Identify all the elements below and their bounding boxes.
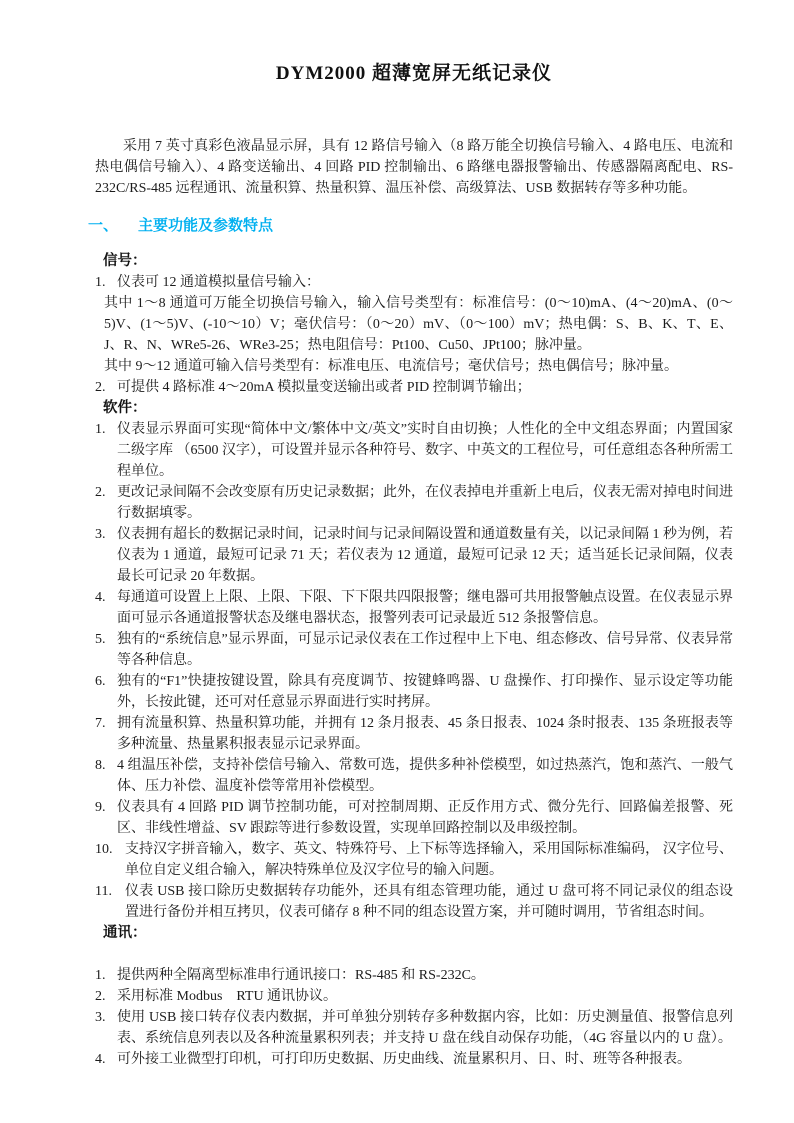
list-item xyxy=(95,671,733,713)
list-item xyxy=(95,965,733,986)
list-item xyxy=(95,272,733,293)
item-text: 每通道可设置上上限、上限、下限、下下限共四限报警；继电器可共用报警触点设置。在仪表显示界面可显示各通道报警状态及继电器状态，报警列表可记录最近 512 条报警信息。 xyxy=(117,590,733,626)
item-number: 2. xyxy=(95,989,106,1004)
list-item xyxy=(95,377,733,398)
list-item xyxy=(95,713,733,755)
item-number: 3. xyxy=(95,527,106,542)
item-text: 仪表可 12 通道模拟量信号输入： xyxy=(117,275,320,290)
list-item xyxy=(95,587,733,629)
item-text: 独有的“系统信息”显示界面，可显示记录仪表在工作过程中上下电、组态修改、信号异常、仪表异常等各种信息。 xyxy=(117,632,733,668)
section-number: 一、 xyxy=(88,218,119,234)
item-text: 4 组温压补偿，支持补偿信号输入、常数可选，提供多种补偿模型，如过热蒸汽，饱和蒸汽、一般气体、压力补偿、温度补偿等常用补偿模型。 xyxy=(117,758,733,794)
item-number: 7. xyxy=(95,716,106,731)
item-number: 11. xyxy=(95,884,112,899)
signal-heading: 信号： xyxy=(103,253,147,269)
item-text: 采用标准 Modbus RTU 通讯协议。 xyxy=(117,989,338,1004)
blank-line xyxy=(95,944,733,965)
item-text: 更改记录间隔不会改变原有历史记录数据；此外，在仪表掉电并重新上电后，仪表无需对掉电时间进行数据填零。 xyxy=(117,485,733,521)
list-item xyxy=(95,629,733,671)
signal-subparagraph: 其中 9～12 通道可输入信号类型有：标准电压、电流信号；毫伏信号；热电偶信号；脉冲量。 xyxy=(104,359,678,374)
list-item xyxy=(95,755,733,797)
item-number: 9. xyxy=(95,800,106,815)
list-item xyxy=(95,1049,733,1070)
signal-subparagraph: 其中 1～8 通道可万能全切换信号输入，输入信号类型有：标准信号：(0～10)mA、(4～20)mA、(0～5)V、(1～5)V、(-10～10）V；毫伏信号：（0～20）mV、（0～100）mV；热电偶：S、B、K、T、E、J、R、N、WRe5-26、WRe3-25；热电阻信号：Pt100、Cu50、JPt100；脉冲量。 xyxy=(104,296,733,353)
item-text: 仪表 USB 接口除历史数据转存功能外，还具有组态管理功能，通过 U 盘可将不同记录仪的组态设置进行备份并相互拷贝，仪表可储存 8 种不同的组态设置方案，并可随时调用，节省组态时间。 xyxy=(125,884,733,920)
item-text: 可提供 4 路标准 4～20mA 模拟量变送输出或者 PID 控制调节输出； xyxy=(117,380,531,395)
item-text: 仪表具有 4 回路 PID 调节控制功能，可对控制周期、正反作用方式、微分先行、回路偏差报警、死区、非线性增益、SV 跟踪等进行参数设置，实现单回路控制以及串级控制。 xyxy=(117,800,733,836)
item-number: 1. xyxy=(95,275,106,290)
comm-heading: 通讯： xyxy=(103,925,147,941)
item-number: 10. xyxy=(95,842,113,857)
item-text: 仪表拥有超长的数据记录时间，记录时间与记录间隔设置和通道数量有关，以记录间隔 1 秒为例，若仪表为 1 通道，最短可记录 71 天；若仪表为 12 通道，最短可记录 12 天；适当延长记录间隔，仪表最长可记录 20 年数据。 xyxy=(117,527,733,584)
item-text: 使用 USB 接口转存仪表内数据，并可单独分别转存多种数据内容，比如：历史测量值、报警信息列表、系统信息列表以及各种流量累积列表；并支持 U 盘在线自动保存功能，（4G 容量以内的 U 盘）。 xyxy=(117,1010,733,1046)
list-item xyxy=(95,419,733,482)
list-item xyxy=(95,881,733,923)
item-number: 4. xyxy=(95,590,106,605)
item-number: 2. xyxy=(95,380,106,395)
list-item xyxy=(95,839,733,881)
list-item xyxy=(95,1007,733,1049)
item-text: 独有的“F1”快捷按键设置，除具有亮度调节、按键蜂鸣器、U 盘操作、打印操作、显示设定等功能外，长按此键，还可对任意显示界面进行实时拷屏。 xyxy=(117,674,733,710)
item-number: 4. xyxy=(95,1052,106,1067)
intro-paragraph: 采用 7 英寸真彩色液晶显示屏，具有 12 路信号输入（8 路万能全切换信号输入、4 路电压、电流和热电偶信号输入）、4 路变送输出、4 回路 PID 控制输出、6 路继电器报警输出、传感器隔离配电、RS-232C/RS-485 远程通讯、流量积算、热量积算、温压补偿、高级算法、USB 数据转存等多种功能。 xyxy=(95,139,733,196)
item-text: 支持汉字拼音输入，数字、英文、特殊符号、上下标等选择输入，采用国际标准编码， 汉字位号、单位自定义组合输入，解决特殊单位及汉字位号的输入问题。 xyxy=(125,842,733,878)
item-number: 1. xyxy=(95,422,106,437)
list-item xyxy=(95,524,733,587)
item-text: 拥有流量积算、热量积算功能，并拥有 12 条月报表、45 条日报表、1024 条时报表、135 条班报表等多种流量、热量累积报表显示记录界面。 xyxy=(117,716,733,752)
item-text: 可外接工业微型打印机，可打印历史数据、历史曲线、流量累积月、日、时、班等各种报表。 xyxy=(117,1052,691,1067)
item-text: 提供两种全隔离型标准串行通讯接口：RS-485 和 RS-232C。 xyxy=(117,968,485,983)
item-number: 2. xyxy=(95,485,106,500)
item-number: 6. xyxy=(95,674,106,689)
item-number: 1. xyxy=(95,968,106,983)
list-item xyxy=(95,482,733,524)
list-item xyxy=(95,986,733,1007)
item-number: 3. xyxy=(95,1010,106,1025)
list-item xyxy=(95,797,733,839)
section-title: 主要功能及参数特点 xyxy=(138,218,274,234)
document-title: DYM2000 超薄宽屏无纸记录仪 xyxy=(275,63,553,84)
software-heading: 软件： xyxy=(103,400,147,416)
section-heading xyxy=(88,216,733,237)
item-number: 8. xyxy=(95,758,106,773)
item-text: 仪表显示界面可实现“简体中文/繁体中文/英文”实时自由切换；人性化的全中文组态界面；内置国家二级字库 （6500 汉字），可设置并显示各种符号、数字、中英文的工程位号，可任意组态各种所需工程单位。 xyxy=(117,422,733,479)
item-number: 5. xyxy=(95,632,106,647)
